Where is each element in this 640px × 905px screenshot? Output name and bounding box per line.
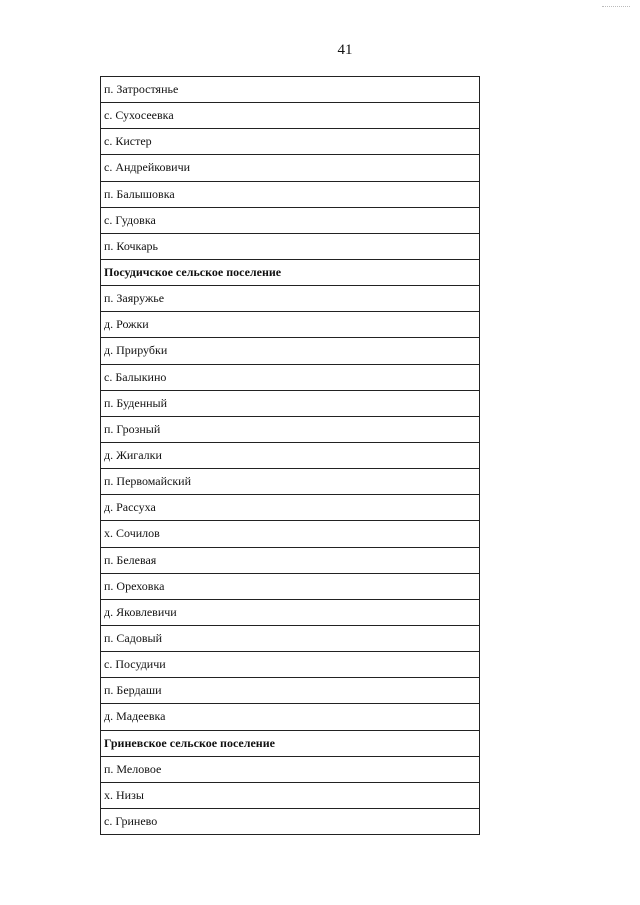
settlement-row: с. Кистер [101, 129, 479, 155]
settlement-row: д. Прирубки [101, 338, 479, 364]
settlement-row: д. Яковлевичи [101, 600, 479, 626]
settlement-row: с. Балыкино [101, 365, 479, 391]
settlement-row: д. Мадеевка [101, 704, 479, 730]
settlement-row: п. Первомайский [101, 469, 479, 495]
settlement-row: х. Низы [101, 783, 479, 809]
settlement-row: с. Гринево [101, 809, 479, 835]
settlement-row: п. Балышовка [101, 182, 479, 208]
settlement-row: п. Садовый [101, 626, 479, 652]
settlement-row: п. Кочкарь [101, 234, 479, 260]
settlement-row: п. Буденный [101, 391, 479, 417]
settlement-row: с. Посудичи [101, 652, 479, 678]
settlement-row: п. Меловое [101, 757, 479, 783]
settlement-row: с. Гудовка [101, 208, 479, 234]
settlement-row: х. Сочилов [101, 521, 479, 547]
settlement-row: п. Грозный [101, 417, 479, 443]
section-header-row: Посудичское сельское поселение [101, 260, 479, 286]
settlement-row: д. Рассуха [101, 495, 479, 521]
settlement-row: п. Ореховка [101, 574, 479, 600]
settlement-row: д. Жигалки [101, 443, 479, 469]
settlements-table [100, 76, 480, 835]
settlement-row: п. Бердаши [101, 678, 479, 704]
page-number: 41 [337, 42, 353, 58]
scan-corner-mark [602, 6, 630, 8]
settlement-row: д. Рожки [101, 312, 479, 338]
settlement-row: с. Андрейковичи [101, 155, 479, 181]
section-header-row: Гриневское сельское поселение [101, 731, 479, 757]
settlement-row: п. Затростянье [101, 77, 479, 103]
settlement-row: с. Сухосеевка [101, 103, 479, 129]
settlement-row: п. Заяружье [101, 286, 479, 312]
settlement-row: п. Белевая [101, 548, 479, 574]
